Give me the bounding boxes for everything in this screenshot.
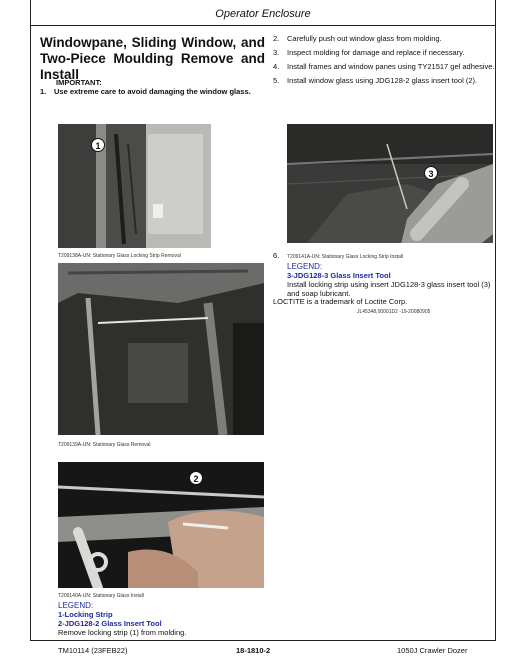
header-title: Operator Enclosure [215,8,311,20]
important-heading: IMPORTANT: [56,78,102,87]
callout-1: 1 [91,138,105,152]
legend-heading: LEGEND: [287,262,323,271]
step-text: Remove locking strip (1) from molding. [58,628,187,637]
step-text: Install frames and window panes using TY21517 gel adhesive. [287,62,495,71]
step-number: 5. [273,76,280,85]
step-number: 6. [273,251,280,260]
legend-item: 3-JDG128-3 Glass Insert Tool [287,271,391,280]
page-header [30,0,496,26]
step-number: 2. [273,34,280,43]
step-item [273,76,495,86]
figure-caption: T209139A-UN: Stationary Glass Removal [58,442,151,448]
footer-model: 1050J Crawler Dozer [397,646,468,655]
step6-caption-row [273,251,495,262]
photo-glass-removal [58,263,264,435]
legend-item: 2-JDG128-2 Glass Insert Tool [58,619,162,628]
photo-strip-install [287,124,493,243]
photo-glass-removal-art [58,263,264,435]
section-title: Windowpane, Sliding Window, and Two-Piece Moulding Remove and Install [40,35,265,82]
step-text: Use extreme care to avoid damaging the window glass. [54,87,251,96]
legend-heading: LEGEND: [58,601,94,610]
photo-strip-removal-art [58,124,211,248]
step-item [273,62,495,72]
footer-manual-id: TM10114 (23FEB22) [58,646,128,655]
step-item [273,48,495,58]
important-step [40,87,275,96]
step6-block [273,251,495,298]
step-text: Install window glass using JDG128-2 glass insert tool (2). [287,76,478,85]
figure-caption: T209138A-UN: Stationary Glass Locking Strip Removal [58,253,181,259]
callout-3: 3 [424,166,438,180]
photo-glass-install [58,462,264,588]
step-item [273,34,495,44]
step-list [273,34,495,90]
footer-page-number: 18-1810-2 [236,646,271,655]
step6-legend [273,262,495,298]
trademark-note: LOCTITE is a trademark of Loctite Corp. [273,297,408,306]
step-text: Install locking strip using insert JDG128-3 glass insert tool (3) and soap lubricant. [287,280,491,298]
photo-strip-removal [58,124,211,248]
left-legend [58,592,268,637]
step-number: 3. [273,48,280,57]
step-number: 4. [273,62,280,71]
step-text: Inspect molding for damage and replace if necessary. [287,48,465,57]
legend-item: 1-Locking Strip [58,610,113,619]
reference-code: JL45348,00001D2 -19-20080905 [357,309,431,315]
callout-2: 2 [189,471,203,485]
figure-caption: T209140A-UN: Stationary Glass Install [58,593,144,599]
photo-glass-install-art [58,462,264,588]
figure-caption: T209141A-UN: Stationary Glass Locking Strip Install [287,254,404,260]
photo-strip-install-art [287,124,493,243]
step-number: 1. [40,87,47,96]
step-text: Carefully push out window glass from molding. [287,34,442,43]
